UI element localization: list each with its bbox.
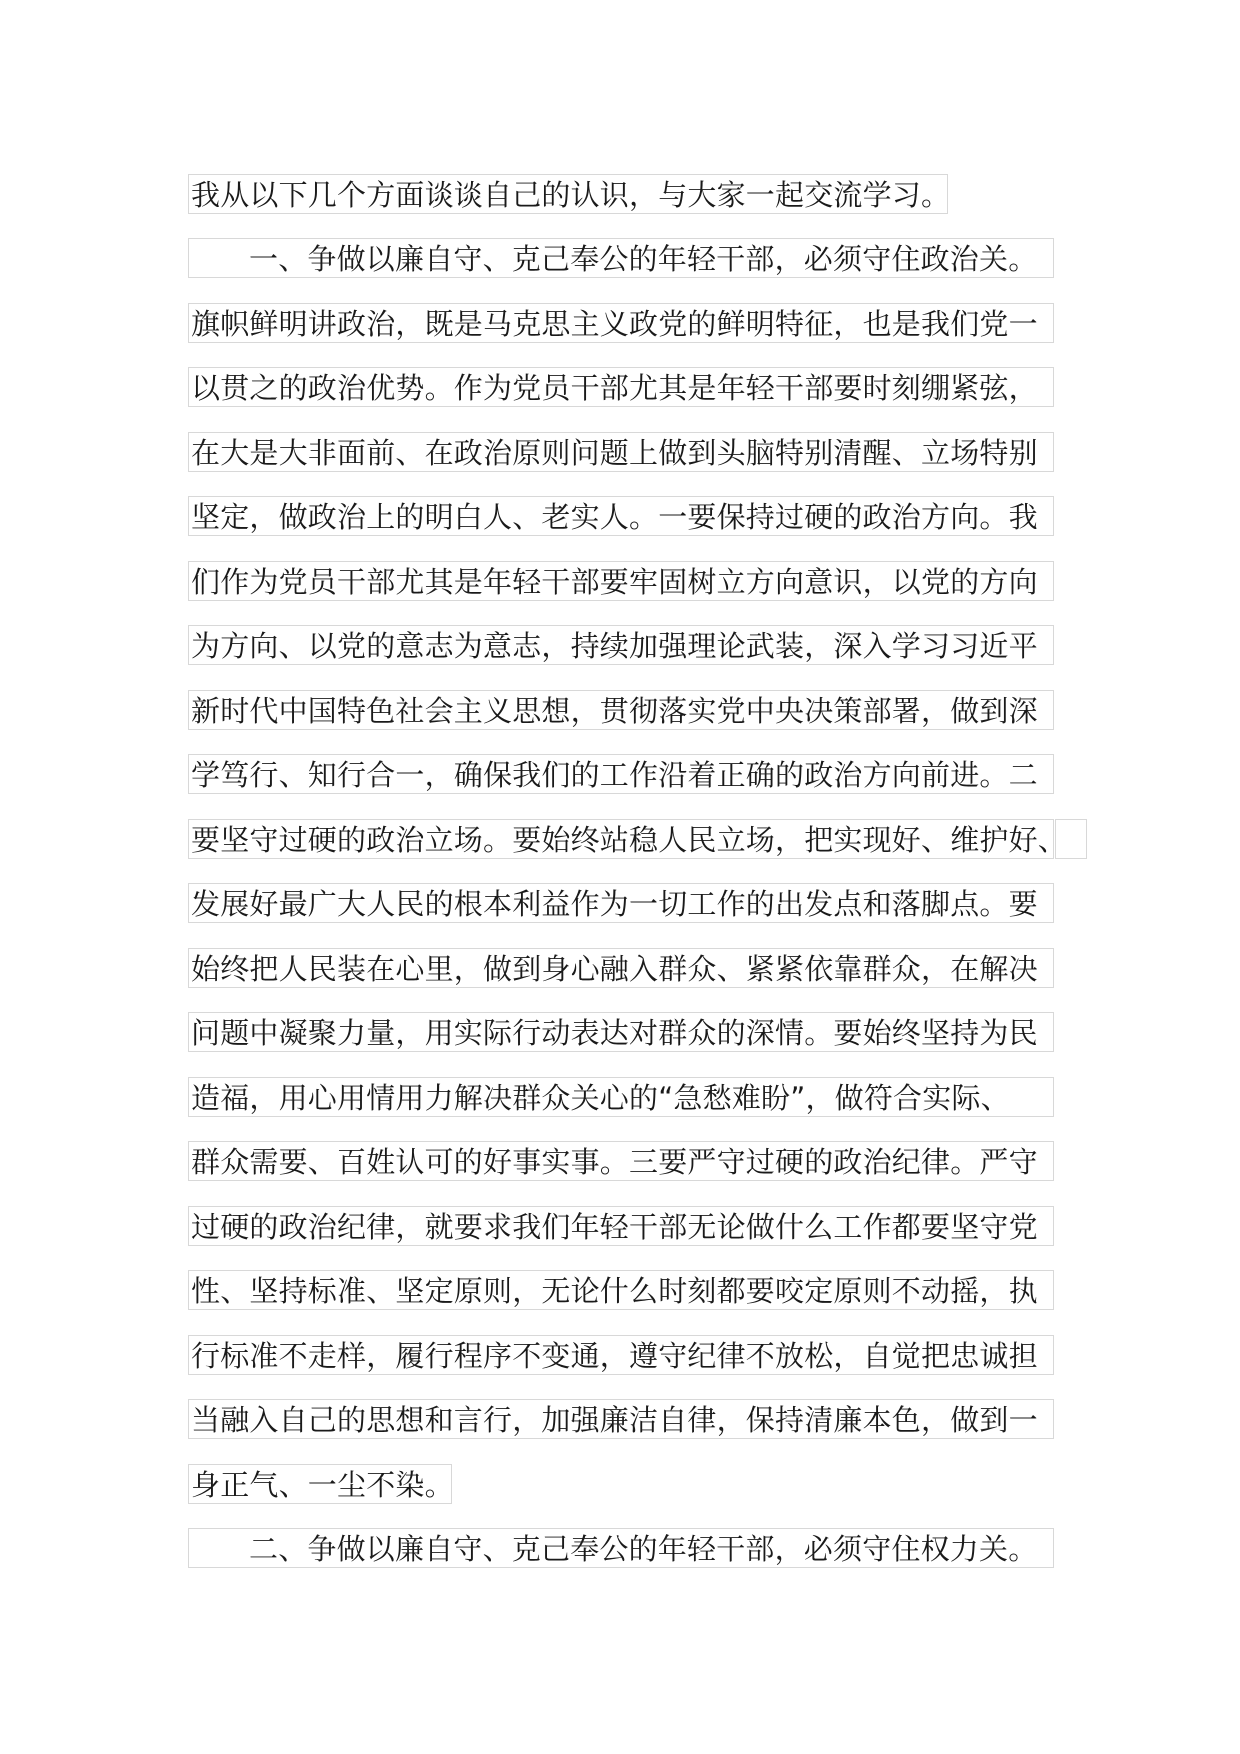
paragraph-line: 群众需要、百姓认可的好事实事。三要严守过硬的政治纪律。严守 — [188, 1141, 1054, 1181]
paragraph-line: 发展好最广大人民的根本利益作为一切工作的出发点和落脚点。要 — [188, 883, 1054, 923]
paragraph-line: 性、坚持标准、坚定原则，无论什么时刻都要咬定原则不动摇，执 — [188, 1270, 1054, 1310]
paragraph-line: 学笃行、知行合一，确保我们的工作沿着正确的政治方向前进。二 — [188, 754, 1054, 794]
paragraph-last-line: 身正气、一尘不染。 — [188, 1464, 452, 1504]
paragraph-line: 旗帜鲜明讲政治，既是马克思主义政党的鲜明特征，也是我们党一 — [188, 303, 1054, 343]
paragraph-line: 造福，用心用情用力解决群众关心的“急愁难盼”，做符合实际、 — [188, 1077, 1054, 1117]
paragraph-line: 新时代中国特色社会主义思想，贯彻落实党中央决策部署，做到深 — [188, 690, 1054, 730]
intro-line: 我从以下几个方面谈谈自己的认识，与大家一起交流学习。 — [188, 174, 948, 214]
paragraph-line: 以贯之的政治优势。作为党员干部尤其是年轻干部要时刻绷紧弦， — [188, 367, 1054, 407]
paragraph-line: 当融入自己的思想和言行，加强廉洁自律，保持清廉本色，做到一 — [188, 1399, 1054, 1439]
paragraph-line: 为方向、以党的意志为意志，持续加强理论武装，深入学习习近平 — [188, 625, 1054, 665]
paragraph-line: 始终把人民装在心里，做到身心融入群众、紧紧依靠群众，在解决 — [188, 948, 1054, 988]
paragraph-line: 过硬的政治纪律，就要求我们年轻干部无论做什么工作都要坚守党 — [188, 1206, 1054, 1246]
paragraph-line: 要坚守过硬的政治立场。要始终站稳人民立场，把实现好、维护好、 — [188, 819, 1054, 859]
paragraph-line: 在大是大非面前、在政治原则问题上做到头脑特别清醒、立场特别 — [188, 432, 1054, 472]
paragraph-line: 们作为党员干部尤其是年轻干部要牢固树立方向意识，以党的方向 — [188, 561, 1054, 601]
overflow-char-box — [1055, 819, 1087, 859]
section-heading-2: 二、争做以廉自守、克己奉公的年轻干部，必须守住权力关。 — [188, 1528, 1054, 1568]
paragraph-line: 行标准不走样，履行程序不变通，遵守纪律不放松，自觉把忠诚担 — [188, 1335, 1054, 1375]
section-heading-1: 一、争做以廉自守、克己奉公的年轻干部，必须守住政治关。 — [188, 238, 1054, 278]
paragraph-line: 坚定，做政治上的明白人、老实人。一要保持过硬的政治方向。我 — [188, 496, 1054, 536]
paragraph-line: 问题中凝聚力量，用实际行动表达对群众的深情。要始终坚持为民 — [188, 1012, 1054, 1052]
